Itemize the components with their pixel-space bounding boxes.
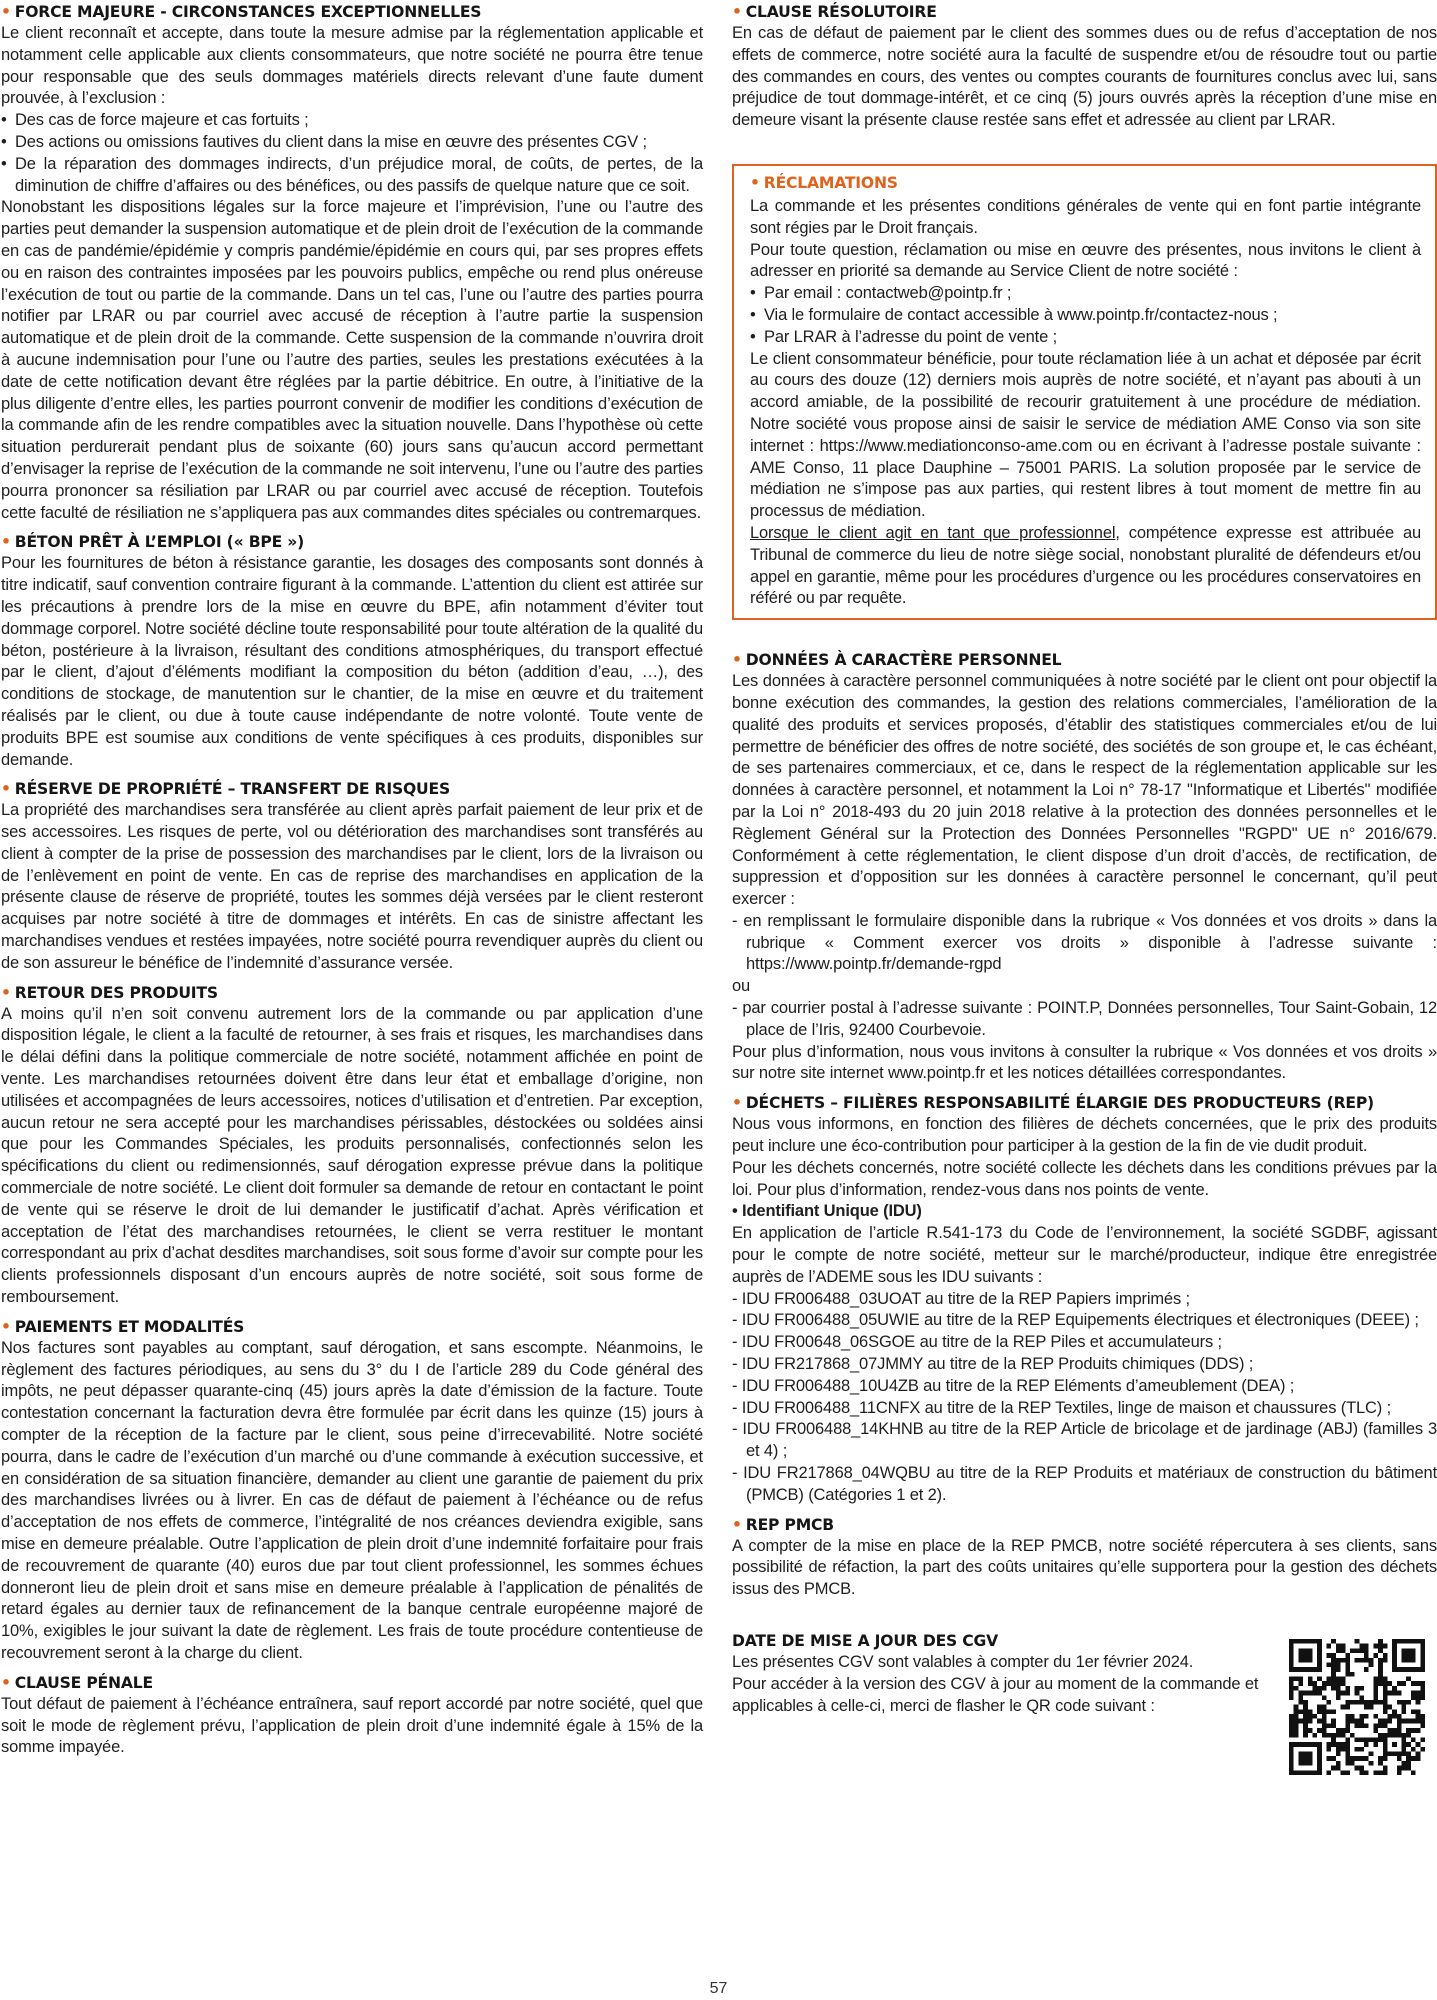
section-reserve — [1, 779, 703, 974]
reclamations-p2: Pour toute question, réclamation ou mise en œuvre des présentes, nous invitons le client à adresser en priorité sa demande au Service Client de notre société : — [750, 240, 1421, 281]
list-item: - IDU FR217868_07JMMY au titre de la REP Produits chimiques (DDS) ; — [732, 1355, 1254, 1374]
bullet-dot: • — [1, 3, 11, 21]
penale-body: Tout défaut de paiement à l’échéance entraînera, sauf report accordé par notre société, quel que soit le mode de règlement prévu, l’application de plein droit d’une indemnité égale à 15% de la somme impayée. — [1, 1694, 703, 1757]
heading-penale: CLAUSE PÉNALE — [14, 1673, 153, 1692]
reclamations-p4 — [750, 523, 1421, 610]
heading-force-majeure: FORCE MAJEURE - CIRCONSTANCES EXCEPTIONNELLES — [14, 3, 482, 21]
dechets-p3: En application de l’article R.541-173 du Code de l’environnement, la société SGDBF, agissant pour le compte de notre société, metteur sur le marché/producteur, indique être enregistrée auprès de l’ADEME sous les IDU suivants : — [732, 1224, 1437, 1286]
donnees-dash-list — [732, 911, 1437, 976]
reclamations-p4-underlined: Lorsque le client agit en tant que professionnel — [750, 523, 1116, 542]
date-p1: Les présentes CGV sont valables à compter du 1er février 2024. — [732, 1653, 1194, 1671]
bullet-dot: • — [732, 1094, 742, 1113]
donnees-p1: Les données à caractère personnel communiquées à notre société par le client ont pour objectif la bonne exécution des commandes, la gestion des relations commerciales, l’amélioration de la qualité des produits et services proposés, d’établir des statistiques commerciales et/ou de lui permettre de bénéficier des offres de notre société, des sociétés de son groupe et, le cas échéant, de ses partenaires commerciaux, et ce, dans le respect de la réglementation applicable sur les données à caractère personnel, et notamment la Loi n° 78-17 "Informatique et Libertés" modifiée par la Loi n° 2018-493 du 20 juin 2018 relative à la protection des données personnelles et le Règlement Général sur la Protection des Données Personnelles "RGPD" UE n° 2016/679. Conformément à cette réglementation, le client dispose d’un droit d’accès, de rectification, de suppression et d’opposition sur les données à caractère personnel le concernant, qu’il peut exercer : — [732, 672, 1437, 909]
list-item: • Via le formulaire de contact accessible à www.pointp.fr/contactez-nous ; — [750, 305, 1421, 327]
heading-date: DATE DE MISE A JOUR DES CGV — [732, 1632, 998, 1650]
heading-dechets: DÉCHETS – FILIÈRES RESPONSABILITÉ ÉLARGIE DES PRODUCTEURS (REP) — [745, 1094, 1374, 1113]
heading-donnees: DONNÉES À CARACTÈRE PERSONNEL — [745, 651, 1062, 670]
reserve-body: La propriété des marchandises sera transférée au client après parfait paiement de leur prix et de ses accessoires. Les risques de perte, vol ou détérioration des marchandises sont transférés au client à compter de la prise de possession des marchandises par le client, lors de la livraison ou de l’enlèvement en point de vente. En cas de reprise des marchandises en application de la présente clause de réserve de propriété, toutes les sommes déjà versées par le client resteront acquises par notre société à titre de dommages et intérêts. En cas de sinistre affectant les marchandises vendues et restées impayées, notre société pourra revendiquer auprès du client ou de son assureur le bénéfice de l’indemnité d’assurance versée. — [1, 801, 703, 972]
section-donnees — [732, 650, 1437, 1085]
list-item: - IDU FR006488_05UWIE au titre de la REP Equipements électriques et électroniques (DEEE) ; — [732, 1311, 1419, 1330]
bullet-dot: • — [1, 780, 11, 799]
date-p2: Pour accéder à la version des CGV à jour au moment de la commande et applicables à celle-ci, merci de flasher le QR code suivant : — [732, 1674, 1259, 1715]
section-retour — [1, 983, 703, 1309]
section-beton — [1, 532, 703, 771]
resolutoire-body: En cas de défaut de paiement par le client des sommes dues ou de refus d’acceptation de nos effets de commerce, notre société aura la faculté de suspendre et/ou de résoudre tout ou partie des commandes en cours, des ventes ou comptes courants de fournitures conclus avec lui, sans préjudice de tout dommage-intérêt, et ce cinq (5) jours ouvrés après la réception d’une mise en demeure visant la présente clause restée sans effet et adressée au client par LRAR. — [732, 24, 1437, 130]
list-item: - IDU FR006488_03UOAT au titre de la REP Papiers imprimés ; — [732, 1289, 1190, 1308]
heading-paiements: PAIEMENTS ET MODALITÉS — [14, 1317, 245, 1336]
section-date — [732, 1631, 1437, 1717]
section-reclamations-box — [732, 164, 1437, 620]
reclamations-p3: Le client consommateur bénéficie, pour toute réclamation liée à un achat et déposée par écrit au cours des douze (12) derniers mois auprès de notre société, et n’ayant pas abouti à un accord amiable, de la possibilité de recourir gratuitement à une procédure de médiation. Notre société vous propose ainsi de saisir le service de médiation AME Conso via son site internet : https://www.mediationconso-ame.com ou en écrivant à l’adresse postale suivante : AME Conso, 11 place Dauphine – 75001 PARIS. La solution proposée par le service de médiation ne s’impose pas aux parties, qui restent libres à tout moment de mettre fin au processus de médiation. — [750, 349, 1421, 521]
paiements-body: Nos factures sont payables au comptant, sauf dérogation, et sans escompte. Néanmoins, le règlement des factures périodiques, au sens du 3° du I de l’article 289 du Code général des impôts, ne peut dépasser quarante-cinq (45) jours après la date d’émission de la facture. Toute contestation concernant la facturation devra être formulée par écrit dans les quinze (15) jours à compter de la réception de la facture par le client, sous peine d’irrecevabilité. Notre société pourra, dans le cadre de l’exécution d’un marché ou d’une commande à exécution successive, et en considération de sa situation financière, demander au client une garantie de paiement du prix des marchandises livrées ou à livrer. En cas de défaut de paiement à l’échéance ou de refus d’acceptation de nos effets de commerce, l’intégralité de nos créances deviendra exigible, sans mise en demeure préalable. Outre l’application de plein droit d’une indemnité forfaitaire pour frais de recouvrement de quarante (40) euros due par tout client professionnel, les sommes échues donneront lieu de plein droit et sans mise en demeure préalable à l’application de pénalités de retard égales au dernier taux de refinancement de la banque centrale européenne majoré de 10%, exigibles le jour suivant la date de règlement. Les frais de toute procédure contentieuse de recouvrement seront à la charge du client. — [1, 1338, 703, 1662]
section-dechets — [732, 1093, 1437, 1506]
list-item: - par courrier postal à l’adresse suivante : POINT.P, Données personnelles, Tour Saint-Gobain, 12 place de l’Iris, 92400 Courbevoie. — [732, 999, 1437, 1039]
list-item: - en remplissant le formulaire disponible dans la rubrique « Vos données et vos droits » dans la rubrique « Comment exercer vos droits » disponible à l’adresse suivante : https://www.pointp.fr/demande-rgpd — [732, 911, 1437, 974]
bullet-dot: • — [750, 173, 760, 192]
section-pmcb — [732, 1515, 1437, 1601]
force-majeure-intro: Le client reconnaît et accepte, dans toute la mesure admise par la réglementation applicable et notamment celle applicable aux clients consommateurs, que notre société ne pourra être tenue pour responsable que des seuls dommages matériels directs relevant d’une faute dument prouvée, à l’exclusion : — [1, 24, 703, 108]
dechets-p2: Pour les déchets concernés, notre société collecte les déchets dans les conditions prévues par la loi. Pour plus d’information, rendez-vous dans nos points de vente. — [732, 1158, 1437, 1199]
list-item: • Par LRAR à l’adresse du point de vente ; — [750, 327, 1421, 349]
bullet-dot: • — [1, 1673, 11, 1692]
bullet-dot: • — [732, 1515, 742, 1534]
page-number: 57 — [709, 1980, 728, 1997]
list-item: - IDU FR006488_11CNFX au titre de la REP Textiles, linge de maison et chaussures (TLC) ; — [732, 1398, 1392, 1417]
bullet-dot: • — [1, 1317, 11, 1336]
heading-reserve: RÉSERVE DE PROPRIÉTÉ – TRANSFERT DE RISQUES — [14, 780, 450, 799]
force-majeure-body: Nonobstant les dispositions légales sur la force majeure et l’imprévision, l’une ou l’autre des parties peut demander la suspension automatique et de plein droit de l’exécution de la commande en cas de pandémie/épidémie y compris pandémie/épidémie en cours qui, par ses propres effets ou en raison des contraintes imposées par les pouvoirs publics, empêche ou rend plus onéreuse l’exécution de tout ou partie de la commande. Dans un tel cas, l’une ou l’autre des parties pourra notifier par LRAR ou par courriel avec accusé de réception à l’autre partie la suspension automatique et de plein droit de la commande. Cette suspension de la commande n’ouvrira droit à aucune indemnisation pour l’une ou l’autre des parties, seules les prestations exécutées à la date de cette notification devant être réglées par la partie débitrice. En outre, à l’initiative de la plus diligente d’entre elles, les parties pourront convenir de modifier les conditions d’exécution de la commande afin de les rendre compatibles avec la situation nouvelle. Dans l’hypothèse où cette situation perdurerait pendant plus de soixante (60) jours sans qu’aucun accord permettant d’envisager la reprise de l’exécution de la commande ne soit intervenu, l’une ou l’autre des parties pourra prononcer sa résiliation par LRAR ou par courriel avec accusé de réception. Toutefois cette faculté de résiliation ne s’appliquera pas aux commandes dites spéciales ou contremarques. — [1, 198, 703, 522]
section-resolutoire — [732, 2, 1437, 132]
beton-body: Pour les fournitures de béton à résistance garantie, les dosages des composants sont donnés à titre indicatif, sauf convention contraire figurant à la commande. L’attention du client est attirée sur les précautions à prendre lors de la mise en œuvre du BPE, afin notamment d’éviter tout dommage corporel. Notre société décline toute responsabilité pour toute altération de la qualité du béton, postérieure à la livraison, résultant des conditions atmosphériques, du transport effectué par le client, d’ajout d’éléments modifiant la composition du béton (addition d’eau, …), des conditions de stockage, de manutention sur le chantier, de la mise en œuvre et du traitement réalisés par le client, ou due à toute cause indépendante de notre volonté. Toute vente de produits BPE est soumise aux conditions de vente spécifiques à ces produits, disponibles sur demande. — [1, 554, 703, 769]
list-item: - IDU FR00648_06SGOE au titre de la REP Piles et accumulateurs ; — [732, 1333, 1222, 1352]
list-item: • Des cas de force majeure et cas fortuits ; — [1, 110, 703, 132]
heading-retour: RETOUR DES PRODUITS — [14, 983, 218, 1002]
idu-list — [732, 1289, 1437, 1507]
pmcb-body: A compter de la mise en place de la REP PMCB, notre société répercutera à ses clients, sans possibilité de réfaction, la part des coûts unitaires qu’elle supportera pour la gestion des déchets issus des PMCB. — [732, 1536, 1437, 1599]
left-column — [1, 2, 703, 1759]
section-penale — [1, 1673, 703, 1759]
section-paiements — [1, 1317, 703, 1665]
heading-pmcb: REP PMCB — [745, 1515, 834, 1534]
heading-resolutoire: CLAUSE RÉSOLUTOIRE — [745, 3, 937, 21]
list-item: • Des actions ou omissions fautives du client dans la mise en œuvre des présentes CGV ; — [1, 132, 703, 154]
donnees-dash-list-2 — [732, 998, 1437, 1042]
section-force-majeure — [1, 2, 703, 524]
qr-code-icon[interactable] — [1289, 1639, 1425, 1775]
idu-subheading: • Identifiant Unique (IDU) — [732, 1202, 922, 1221]
bullet-dot: • — [732, 3, 742, 21]
list-item: - IDU FR006488_10U4ZB au titre de la REP Eléments d’ameublement (DEA) ; — [732, 1376, 1295, 1395]
retour-body: A moins qu’il n’en soit convenu autrement lors de la commande ou par application d’une disposition légale, le client a la faculté de retourner, à ses frais et risques, les marchandises dans le délai défini dans la politique commerciale de notre société, notamment affichée en point de vente. Les marchandises retournées doivent être dans leur état et emballage d’origine, non utilisées et accompagnées de leurs accessoires, notices d’utilisation et d’entretien. Par exception, aucun retour ne sera accepté pour les marchandises périssables, déstockées ou soldées ainsi que pour les Commandes Spéciales, les produits personnalisés, confectionnés selon les spécifications du client ou redimensionnés, sauf dérogation expresse prévue dans la politique commerciale de notre société. Le client doit formuler sa demande de retour en contactant le point de vente qui se réserve le droit de lui demander le justificatif d’achat. Après vérification et acceptation de l’état des marchandises retournées, le client se verra restituer le montant correspondant au prix d’achat desdites marchandises, soit sous forme d’avoir sur compte pour les clients professionnels disposant d’un encours auprès de notre société, soit sous forme de remboursement. — [1, 1004, 703, 1307]
list-item: • De la réparation des dommages indirects, d’un préjudice moral, de coûts, de pertes, de la diminution de chiffre d’affaires ou des bénéfices, ou des passifs de quelque nature que ce soit. — [1, 154, 703, 198]
list-item: - IDU FR006488_14KHNB au titre de la REP Article de bricolage et de jardinage (ABJ) (familles 3 et 4) ; — [732, 1420, 1437, 1461]
bullet-dot: • — [1, 983, 11, 1002]
reclamations-p1: La commande et les présentes conditions générales de vente qui en font partie intégrante sont régies par le Droit français. — [750, 196, 1421, 237]
bullet-dot: • — [732, 651, 742, 670]
bullet-dot: • — [1, 533, 11, 552]
force-majeure-list — [1, 110, 703, 197]
donnees-p2: Pour plus d’information, nous vous invitons à consulter la rubrique « Vos données et vos droits » sur notre site internet www.pointp.fr et les notices détaillées correspondantes. — [732, 1042, 1437, 1083]
reclamations-p4-rest: , compétence expresse est attribuée au Tribunal de commerce du lieu de notre siège social, nonobstant pluralité de défendeurs et/ou appel en garantie, même pour les procédures d’urgence ou les procédures conservatoires en référé ou par requête. — [750, 523, 1421, 608]
heading-beton: BÉTON PRÊT À L’EMPLOI (« BPE ») — [14, 533, 305, 552]
dechets-p1: Nous vous informons, en fonction des filières de déchets concernées, que le prix des produits peut inclure une éco-contribution pour participer à la gestion de la fin de vie dudit produit. — [732, 1115, 1437, 1156]
donnees-ou: ou — [732, 977, 751, 996]
right-column — [732, 2, 1437, 1717]
reclamations-list — [750, 283, 1421, 348]
list-item: • Par email : contactweb@pointp.fr ; — [750, 283, 1421, 305]
list-item: - IDU FR217868_04WQBU au titre de la REP Produits et matériaux de construction du bâtiment (PMCB) (Catégories 1 et 2). — [732, 1464, 1437, 1504]
heading-reclamations: RÉCLAMATIONS — [763, 173, 898, 192]
